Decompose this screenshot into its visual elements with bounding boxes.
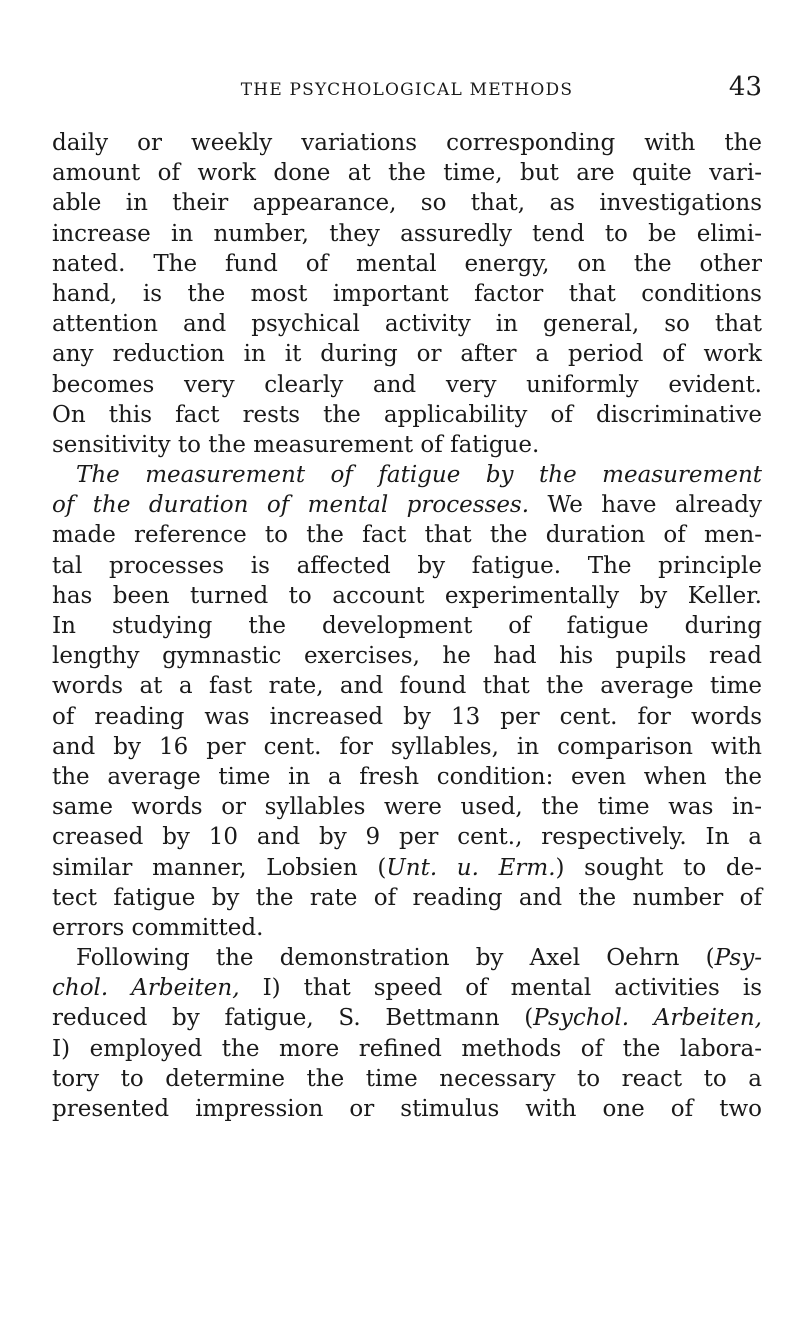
text-line (52, 1064, 762, 1094)
italic-text: Unt. u. Erm. (386, 854, 556, 881)
text-run: the average time in a fresh condition: even when the (52, 763, 762, 790)
text-run: On this fact rests the applicability of discriminative (52, 401, 762, 428)
running-title: THE PSYCHOLOGICAL METHODS (240, 80, 574, 100)
text-run: attention and psychical activity in general, so that (52, 311, 762, 338)
text-line (52, 822, 762, 852)
text-run: We have already (529, 492, 762, 519)
text-line (52, 339, 762, 369)
text-run: same words or syllables were used, the time was in- (52, 794, 762, 821)
text-line (52, 128, 762, 158)
running-head (52, 72, 762, 106)
text-line (52, 1003, 762, 1033)
text-line (52, 1094, 762, 1124)
text-run: and by 16 per cent. for syllables, in comparison with (52, 733, 762, 760)
text-line (52, 400, 762, 430)
text-line (52, 762, 762, 792)
text-line (52, 671, 762, 701)
italic-text: chol. Arbeiten, (52, 975, 240, 1002)
text-run: tect fatigue by the rate of reading and the number of (52, 884, 762, 911)
italic-text: Psy- (714, 945, 762, 972)
page-number: 43 (728, 72, 762, 102)
text-run: hand, is the most important factor that conditions (52, 280, 762, 307)
body-text (52, 128, 762, 1124)
text-line (52, 460, 762, 490)
text-run: increase in number, they assuredly tend to be elimi- (52, 220, 762, 247)
text-run: has been turned to account experimentally by Keller. (52, 582, 762, 609)
text-line (52, 792, 762, 822)
text-run: able in their appearance, so that, as investigations (52, 190, 762, 217)
text-line (52, 943, 762, 973)
text-run: nated. The fund of mental energy, on the other (52, 250, 762, 277)
text-run: daily or weekly variations corresponding with the (52, 130, 762, 156)
text-line (52, 158, 762, 188)
text-line (52, 551, 762, 581)
text-line (52, 219, 762, 249)
text-line (52, 641, 762, 671)
text-line (52, 520, 762, 550)
text-line (52, 430, 762, 460)
text-run: becomes very clearly and very uniformly evident. (52, 371, 762, 398)
text-run: I) that speed of mental activities is (239, 975, 762, 1002)
text-line (52, 913, 762, 943)
text-line (52, 883, 762, 913)
text-line (52, 973, 762, 1003)
text-run: words at a fast rate, and found that the average time (52, 673, 762, 700)
text-run: lengthy gymnastic exercises, he had his pupils read (52, 643, 762, 670)
text-run: Following the demonstration by Axel Oehrn ( (76, 945, 715, 972)
text-run: made reference to the fact that the duration of men- (52, 522, 762, 549)
text-line (52, 490, 762, 520)
text-line (52, 279, 762, 309)
italic-text: The measurement of fatigue by the measurement (76, 462, 762, 489)
text-run: similar manner, Lobsien ( (52, 854, 387, 881)
italic-text: of the duration of mental processes. (52, 492, 530, 519)
text-run: any reduction in it during or after a period of work (52, 341, 762, 368)
text-run: reduced by fatigue, S. Bettmann ( (52, 1005, 534, 1032)
text-run: ) sought to de- (555, 854, 762, 881)
text-run: tal processes is affected by fatigue. The principle (52, 552, 762, 579)
text-line (52, 853, 762, 883)
text-line (52, 702, 762, 732)
text-line (52, 732, 762, 762)
text-line (52, 581, 762, 611)
text-run: presented impression or stimulus with one of two (52, 1096, 762, 1122)
text-run: In studying the development of fatigue during (52, 613, 762, 639)
text-run: I) employed the more refined methods of the labora- (52, 1035, 762, 1062)
text-run: creased by 10 and by 9 per cent., respectively. In a (52, 824, 762, 851)
text-run: tory to determine the time necessary to react to a (52, 1065, 762, 1092)
text-line (52, 309, 762, 339)
text-run: errors committed. (52, 914, 264, 941)
text-line (52, 1034, 762, 1064)
text-line (52, 188, 762, 218)
text-line (52, 611, 762, 641)
text-line (52, 370, 762, 400)
text-run: amount of work done at the time, but are quite vari- (52, 160, 762, 187)
italic-text: Psychol. Arbeiten, (533, 1005, 762, 1032)
text-run: of reading was increased by 13 per cent. for words (52, 703, 762, 730)
text-line (52, 249, 762, 279)
text-run: sensitivity to the measurement of fatigue. (52, 431, 540, 458)
